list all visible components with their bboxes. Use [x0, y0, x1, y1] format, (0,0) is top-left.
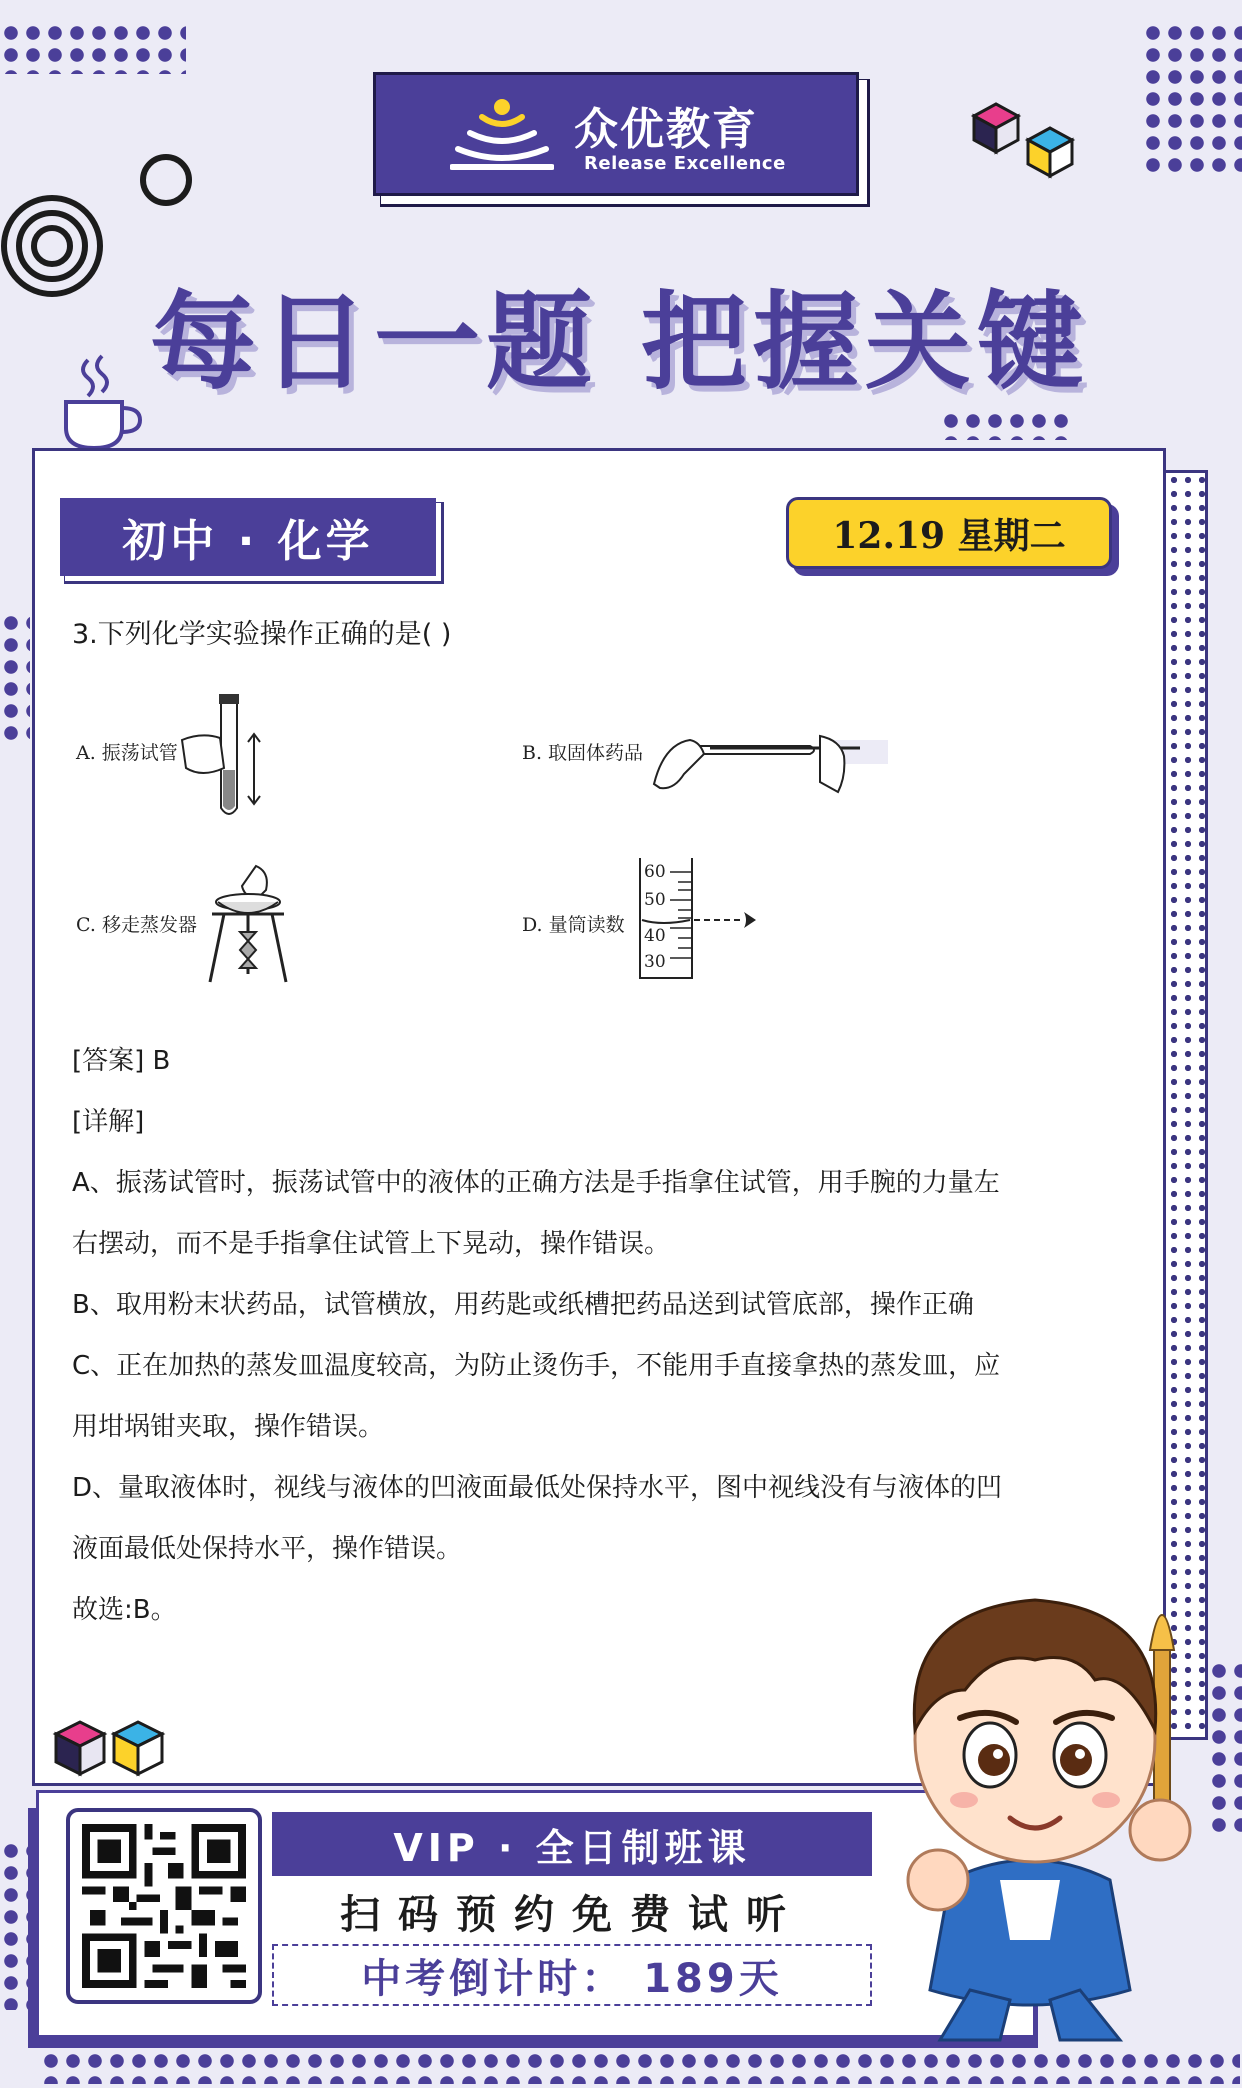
brand-slogan: Release Excellence [584, 153, 786, 174]
cylinder-mark-30: 30 [644, 952, 666, 972]
detail-line: 用坩埚钳夹取，操作错误。 [72, 1412, 385, 1442]
cylinder-mark-40: 40 [644, 926, 666, 946]
mascot-icon [860, 1580, 1220, 2060]
cylinder-mark-60: 60 [644, 862, 666, 882]
coffee-cup-icon [58, 352, 148, 452]
option-a-label: A. 振荡试管 [76, 742, 178, 764]
qr-code[interactable] [66, 1808, 262, 2004]
dot-pattern-top-right [1142, 22, 1242, 172]
option-c-label: C. 移走蒸发器 [76, 914, 197, 936]
option-d-label: D. 量筒读数 [522, 914, 625, 936]
cylinder-mark-50: 50 [644, 890, 666, 910]
question-text: 3.下列化学实验操作正确的是( ) [72, 619, 452, 650]
detail-line: 液面最低处保持水平，操作错误。 [72, 1534, 463, 1564]
cube-icon [966, 96, 1086, 186]
cube-icon [50, 1718, 180, 1782]
exam-countdown: 中考倒计时： 189天 [272, 1944, 872, 2006]
detail-line: C、正在加热的蒸发皿温度较高，为防止烫伤手，不能用手直接拿热的蒸发皿，应 [72, 1351, 1001, 1381]
dot-pattern-left-side [0, 612, 30, 742]
powder-spatula-icon [650, 706, 890, 802]
vip-course-banner: VIP · 全日制班课 [272, 1812, 872, 1876]
answer-line: [答案] B [72, 1046, 171, 1076]
detail-line: 右摆动，而不是手指拿住试管上下晃动，操作错误。 [72, 1229, 671, 1259]
evaporating-dish-icon [194, 862, 304, 986]
subject-badge: 初中 · 化学 [60, 498, 436, 576]
brand-name: 众优教育 [574, 104, 758, 155]
detail-line: A、振荡试管时，振荡试管中的液体的正确方法是手指拿住试管，用手腕的力量左 [72, 1168, 1000, 1198]
dot-pattern-top-left [0, 22, 186, 74]
detail-line: B、取用粉末状药品，试管横放，用药匙或纸槽把药品送到试管底部，操作正确 [72, 1290, 974, 1320]
option-b-label: B. 取固体药品 [522, 742, 644, 764]
ring-icon [136, 150, 196, 210]
test-tube-shake-icon [176, 690, 266, 825]
detail-line: D、量取液体时，视线与液体的凹液面最低处保持水平，图中视线没有与液体的凹 [72, 1473, 1003, 1503]
qr-code-icon [82, 1824, 246, 1988]
detail-line: 故选:B。 [72, 1595, 177, 1625]
detail-heading: [详解] [72, 1107, 145, 1137]
dot-pattern-bottom-left [0, 1840, 30, 2010]
scan-to-book-text: 扫码预约免费试听 [340, 1891, 804, 1938]
spiral-icon [0, 186, 110, 316]
logo-icon [450, 95, 554, 179]
brand-logo [373, 72, 859, 196]
date-badge: 12.19 星期二 [786, 497, 1112, 569]
dot-pattern-header-right [940, 410, 1076, 440]
page-headline: 每日一题 把握关键 [150, 281, 1089, 404]
